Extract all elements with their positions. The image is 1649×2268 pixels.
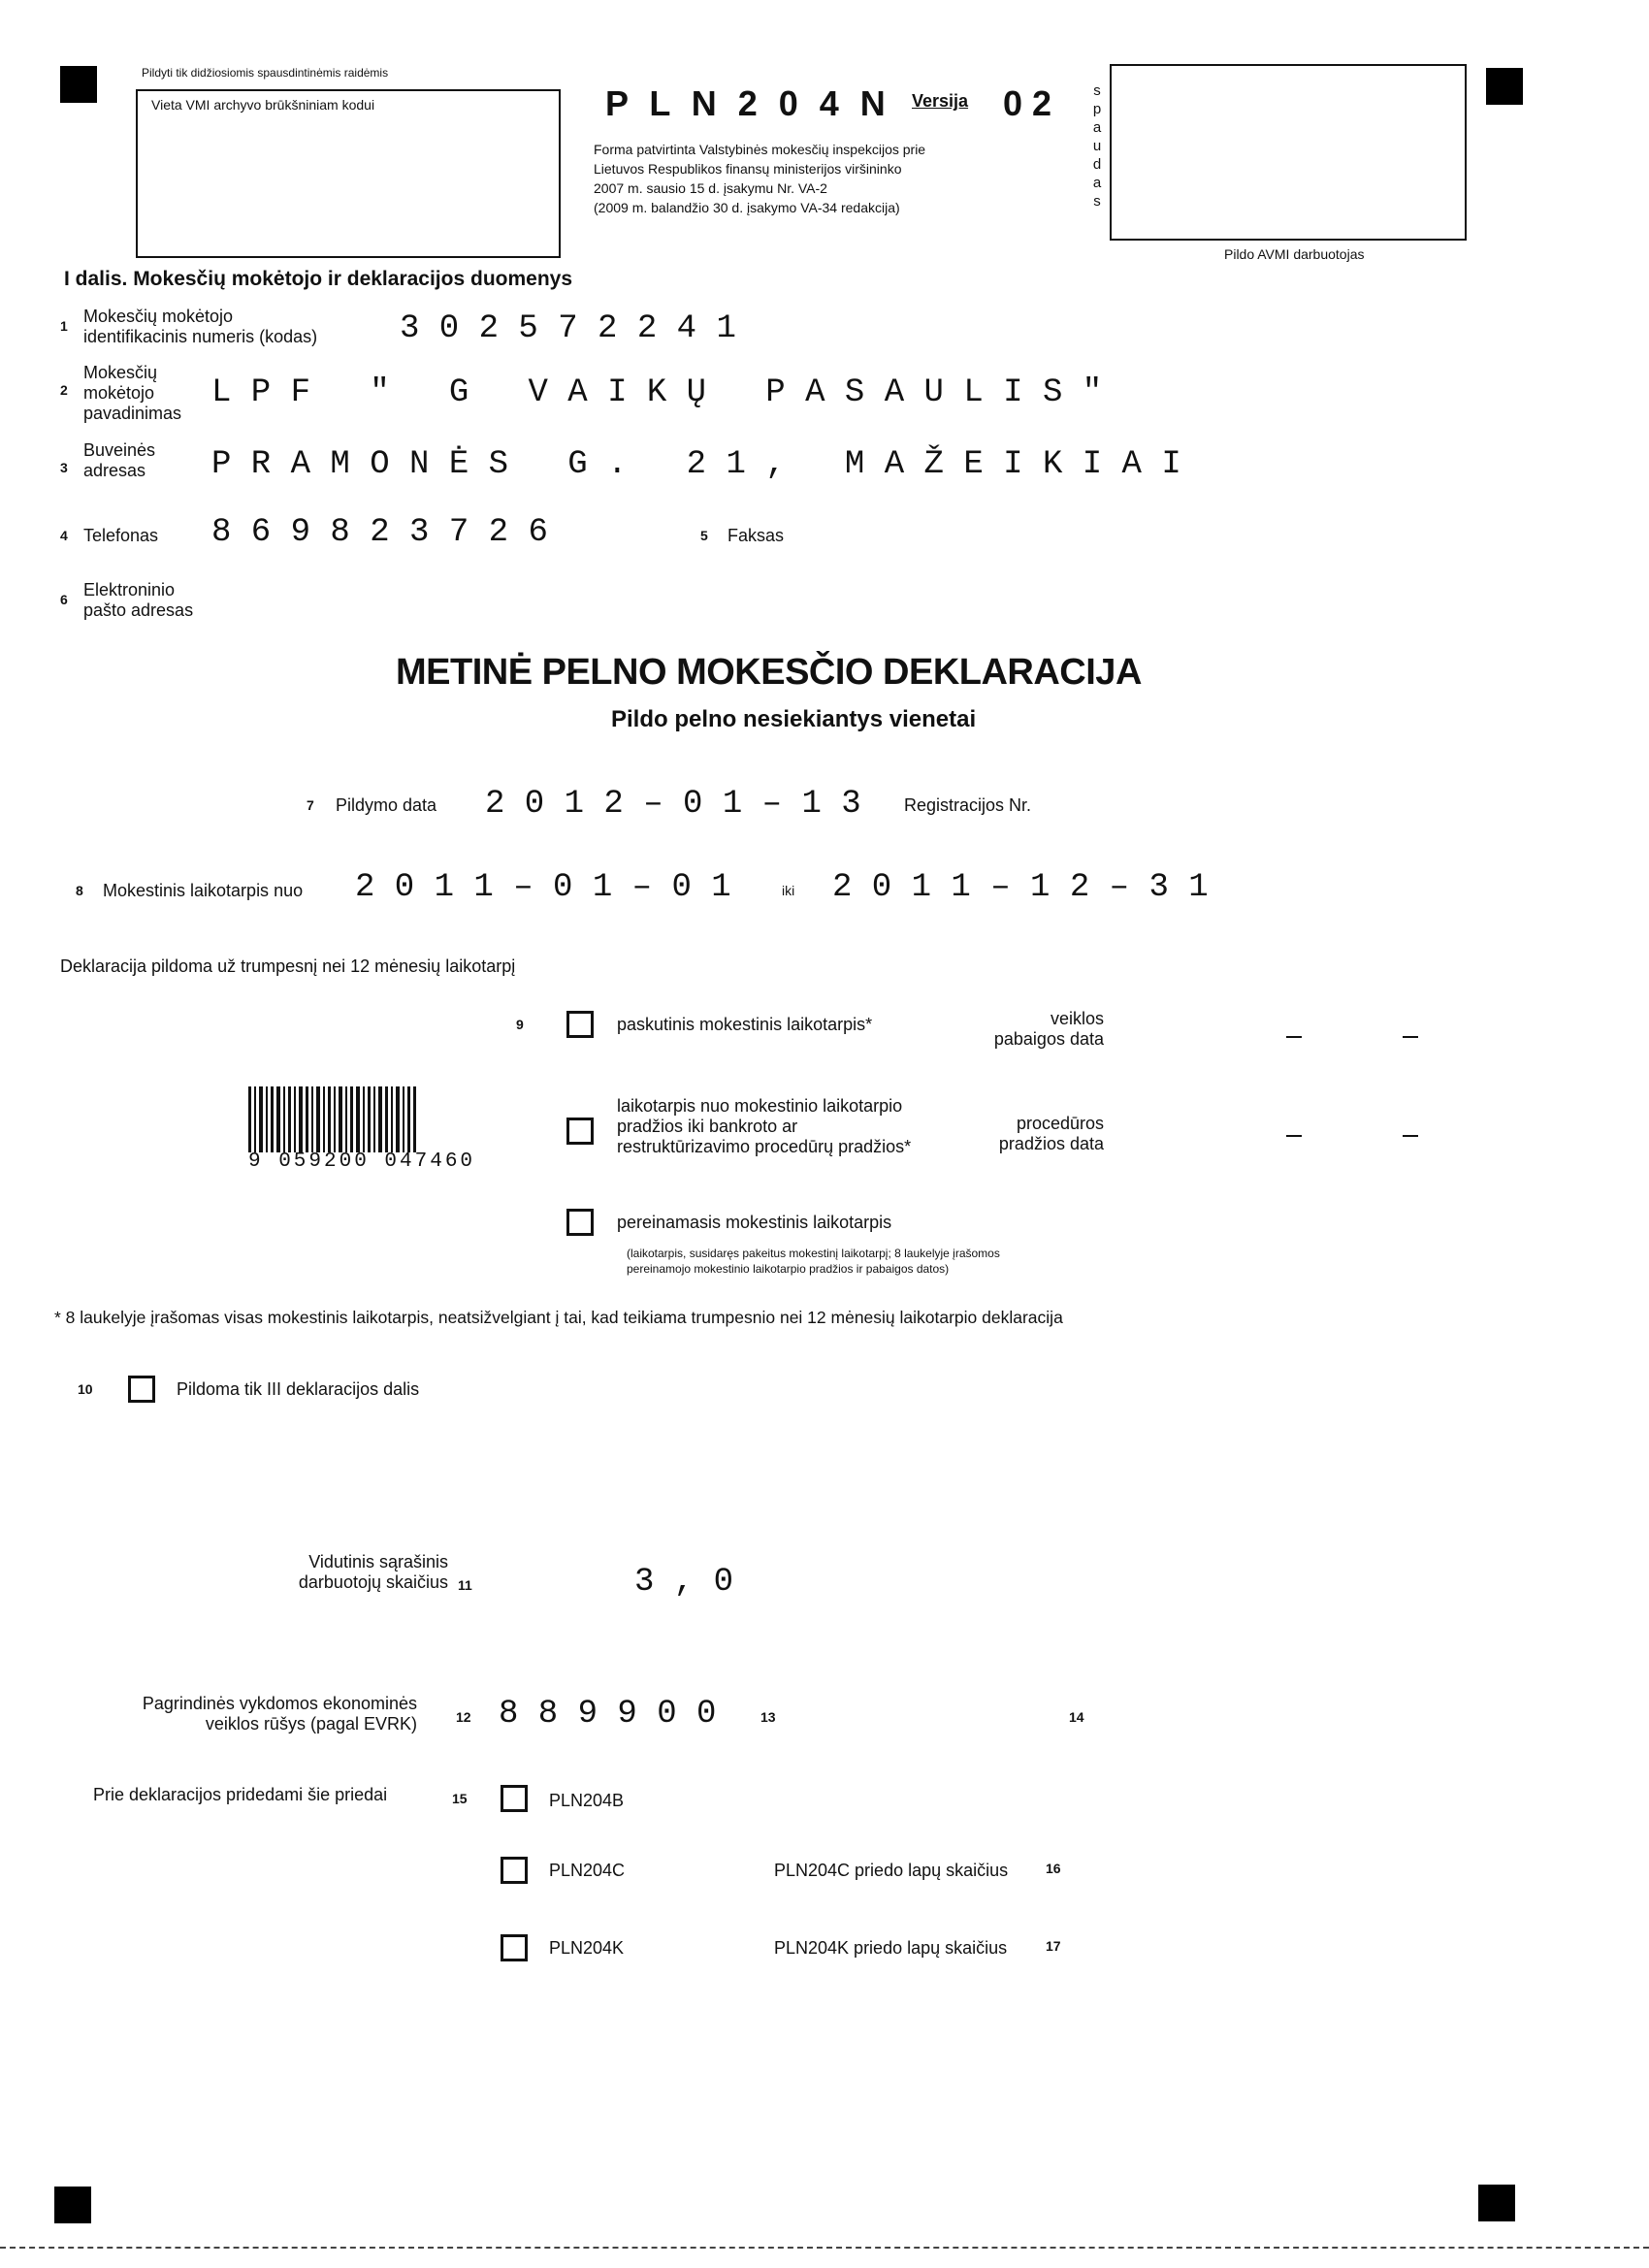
registration-number-label: Registracijos Nr. xyxy=(904,795,1032,815)
field-1-num: 1 xyxy=(60,318,68,334)
transitional-period-checkbox[interactable] xyxy=(566,1209,594,1236)
field-7-label: Pildymo data xyxy=(336,795,437,815)
attachments-label: Prie deklaracijos pridedami šie priedai xyxy=(93,1785,388,1804)
field-7-num: 7 xyxy=(307,797,314,813)
field-11-label: Vidutinis sąrašinis darbuotojų skaičius xyxy=(298,1552,448,1592)
footnote: * 8 laukelyje įrašomas visas mokestinis laikotarpis, neatsižvelgiant į tai, kad teikiama trumpesnio nei 12 mėnesių laikotarpio deklaracija xyxy=(54,1308,1063,1327)
bankruptcy-period-label: laikotarpis nuo mokestinio laikotarpio pradžios iki bankroto ar restruktūrizavimo procedūrų pradžios* xyxy=(617,1096,912,1156)
field-8-num: 8 xyxy=(76,883,83,898)
version-value: 0 2 xyxy=(1003,83,1052,123)
activity-end-date-label: veiklos pabaigos data xyxy=(993,1009,1104,1049)
fill-note: Pildyti tik didžiosiomis spausdintinėmis raidėmis xyxy=(142,66,389,80)
last-period-label: paskutinis mokestinis laikotarpis* xyxy=(617,1015,873,1034)
attachment-pln204c-checkbox[interactable] xyxy=(501,1857,528,1884)
pln204c-pages-label: PLN204C priedo lapų skaičius xyxy=(774,1861,1009,1880)
evrk-code-value: 8 8 9 9 0 0 xyxy=(499,1696,717,1733)
field-13-num: 13 xyxy=(760,1709,776,1725)
taxpayer-code-value: 3 0 2 5 7 2 2 4 1 xyxy=(400,310,736,347)
transitional-period-label: pereinamasis mokestinis laikotarpis xyxy=(617,1213,892,1232)
barcode xyxy=(248,1086,419,1152)
field-10-num: 10 xyxy=(78,1381,93,1397)
part3-only-checkbox[interactable] xyxy=(128,1376,155,1403)
field-4-label: Telefonas xyxy=(83,526,159,545)
field-12-num: 12 xyxy=(456,1709,471,1725)
corner-marker-bottom-right xyxy=(1478,2185,1515,2221)
field-4-num: 4 xyxy=(60,528,68,543)
form-approval-line-4: (2009 m. balandžio 30 d. įsakymo VA-34 redakcija) xyxy=(594,200,900,215)
procedure-start-date-dash-2 xyxy=(1403,1135,1418,1137)
pln204k-pages-label: PLN204K priedo lapų skaičius xyxy=(774,1938,1008,1958)
attachment-pln204c-label: PLN204C xyxy=(549,1861,626,1880)
declaration-subtitle: Pildo pelno nesiekiantys vienetai xyxy=(611,706,977,732)
field-8-label: Mokestinis laikotarpis nuo xyxy=(103,881,304,900)
procedure-start-date-label: procedūros pradžios data xyxy=(998,1114,1104,1153)
field-5-num: 5 xyxy=(700,528,708,543)
corner-marker-bottom-left xyxy=(54,2187,91,2223)
period-from-value: 2 0 1 1 – 0 1 – 0 1 xyxy=(355,869,731,906)
stamp-box xyxy=(1110,64,1467,241)
corner-marker-top-right xyxy=(1486,68,1523,105)
form-code: P L N 2 0 4 N xyxy=(605,83,891,123)
short-period-note: Deklaracija pildoma už trumpesnį nei 12 mėnesių laikotarpį xyxy=(60,956,516,976)
field-2-label: Mokesčių mokėtojo pavadinimas xyxy=(83,363,182,423)
barcode-number: 9 059200 047460 xyxy=(248,1150,476,1173)
procedure-start-date-dash-1 xyxy=(1286,1135,1302,1137)
field-2-num: 2 xyxy=(60,382,68,398)
field-16-num: 16 xyxy=(1046,1861,1061,1876)
field-6-label: Elektroninio pašto adresas xyxy=(83,580,194,620)
part1-heading: I dalis. Mokesčių mokėtojo ir deklaracijos duomenys xyxy=(64,268,573,290)
field-12-label: Pagrindinės vykdomos ekonominės veiklos rūšys (pagal EVRK) xyxy=(142,1694,417,1733)
phone-value: 8 6 9 8 2 3 7 2 6 xyxy=(211,514,548,551)
attachment-pln204b-checkbox[interactable] xyxy=(501,1785,528,1812)
form-approval-line-1: Forma patvirtinta Valstybinės mokesčių inspekcijos prie xyxy=(594,142,926,157)
activity-end-date-dash-1 xyxy=(1286,1036,1302,1038)
period-to-value: 2 0 1 1 – 1 2 – 3 1 xyxy=(832,869,1209,906)
field-14-num: 14 xyxy=(1069,1709,1084,1725)
attachment-pln204k-checkbox[interactable] xyxy=(501,1934,528,1961)
part3-only-label: Pildoma tik III deklaracijos dalis xyxy=(177,1379,420,1399)
bankruptcy-period-checkbox[interactable] xyxy=(566,1118,594,1145)
field-11-num: 11 xyxy=(458,1577,472,1593)
field-1-label: Mokesčių mokėtojo identifikacinis numeris (kodas) xyxy=(83,307,318,346)
archive-box-label: Vieta VMI archyvo brūkšniniam kodui xyxy=(151,97,375,113)
corner-marker-top-left xyxy=(60,66,97,103)
stamp-caption: Pildo AVMI darbuotojas xyxy=(1224,246,1365,262)
last-period-checkbox[interactable] xyxy=(566,1011,594,1038)
declaration-title: METINĖ PELNO MOKESČIO DEKLARACIJA xyxy=(396,652,1142,693)
field-17-num: 17 xyxy=(1046,1938,1061,1954)
field-15-num: 15 xyxy=(452,1791,468,1806)
field-9-num: 9 xyxy=(516,1017,524,1032)
form-approval-line-3: 2007 m. sausio 15 d. įsakymu Nr. VA-2 xyxy=(594,180,827,196)
employee-count-value: 3 , 0 xyxy=(634,1564,734,1601)
transitional-period-note: (laikotarpis, susidaręs pakeitus mokestinį laikotarpį; 8 laukelyje įrašomos pereinamojo mokestinio laikotarpio pradžios ir pabaigos datos) xyxy=(627,1247,1000,1276)
taxpayer-name-value: L P F " G V A I K Ų P A S A U L I S " xyxy=(211,374,1103,411)
attachment-pln204b-label: PLN204B xyxy=(549,1791,625,1810)
field-5-label: Faksas xyxy=(728,526,785,545)
scan-edge-line xyxy=(0,2247,1649,2249)
stamp-vertical-label: s p a u d a s xyxy=(1092,82,1102,210)
field-6-num: 6 xyxy=(60,592,68,607)
version-label: Versija xyxy=(912,91,969,111)
attachment-pln204k-label: PLN204K xyxy=(549,1938,625,1958)
field-3-num: 3 xyxy=(60,460,68,475)
activity-end-date-dash-2 xyxy=(1403,1036,1418,1038)
form-approval-line-2: Lietuvos Respublikos finansų ministerijos viršininko xyxy=(594,161,902,177)
period-to-label: iki xyxy=(782,883,795,898)
archive-barcode-box xyxy=(136,89,561,258)
fill-date-value: 2 0 1 2 – 0 1 – 1 3 xyxy=(485,786,861,823)
address-value: P R A M O N Ė S G . 2 1 , M A Ž E I K I A I xyxy=(211,446,1181,483)
field-3-label: Buveinės adresas xyxy=(83,440,156,480)
